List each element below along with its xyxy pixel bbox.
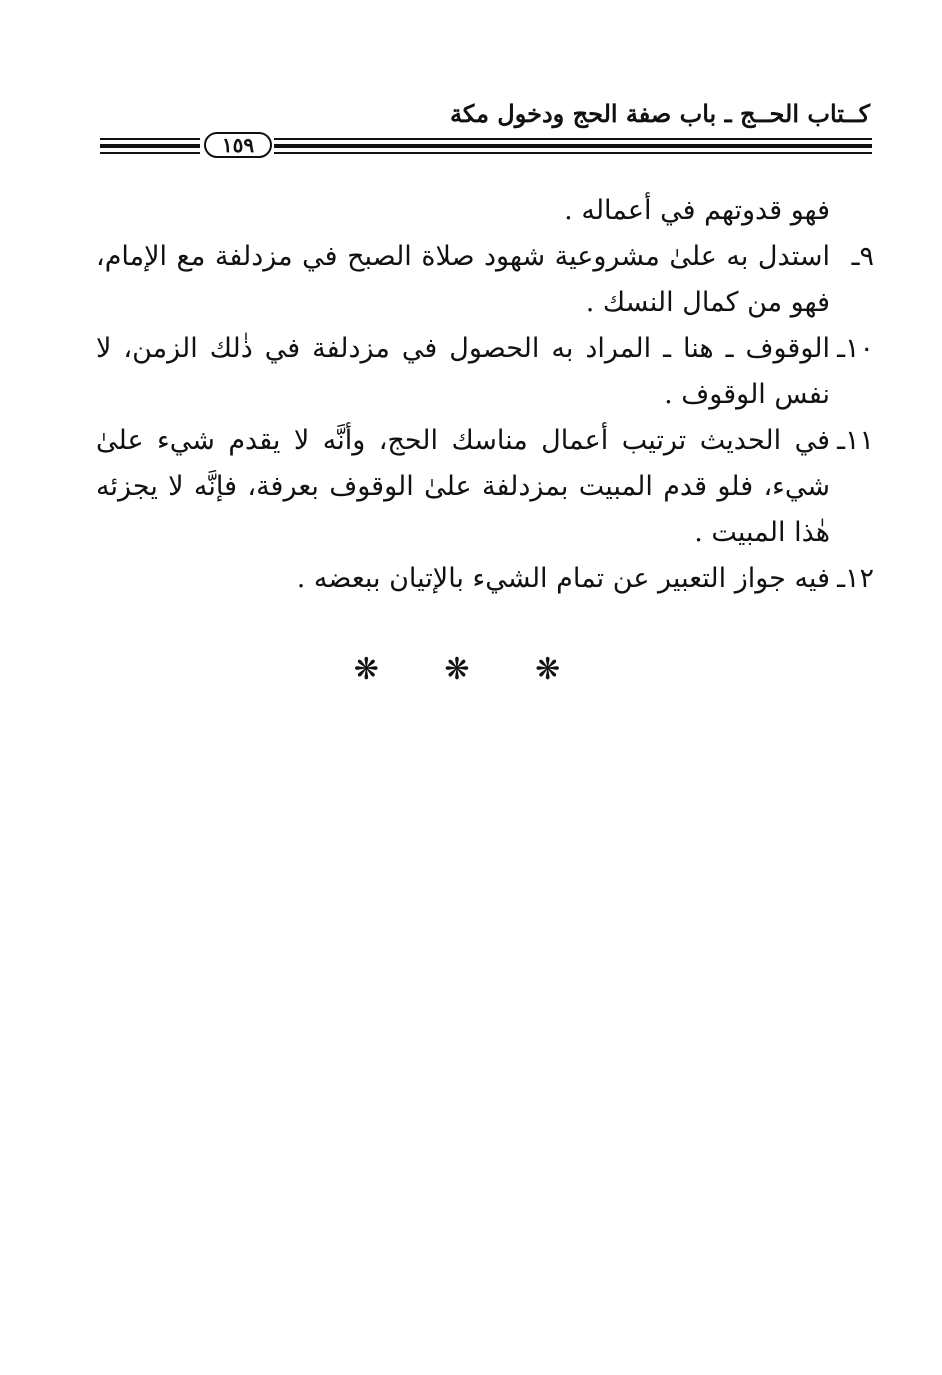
item-text: فيه جواز التعبير عن تمام الشيء بالإتيان ببعضه . bbox=[296, 563, 830, 594]
item-number: ٩ـ bbox=[851, 241, 874, 272]
item-text: في الحديث ترتيب أعمال مناسك الحج، وأنَّه لا يقدم شيء علىٰ شيء، فلو قدم المبيت بمزدلفة علىٰ الوقوف بعرفة، فإنَّه لا يجزئه هٰذا المبيت . bbox=[96, 425, 831, 548]
section-separator-stars: ❋ ❋ ❋ bbox=[353, 652, 589, 687]
rule-line bbox=[274, 152, 872, 154]
lead-paragraph: فهو قدوتهم في أعماله . bbox=[564, 195, 830, 226]
list-item bbox=[96, 556, 874, 602]
list-item bbox=[96, 418, 874, 556]
list-item bbox=[96, 234, 874, 326]
item-number: ١٠ـ bbox=[837, 333, 874, 364]
item-number: ١٢ـ bbox=[837, 563, 874, 594]
page-number: ١٥٩ bbox=[204, 132, 272, 158]
body-text bbox=[96, 188, 874, 602]
list-item bbox=[96, 326, 874, 418]
rule-line bbox=[100, 144, 200, 148]
rule-line bbox=[274, 144, 872, 148]
header-rule bbox=[100, 132, 872, 158]
rule-line bbox=[100, 138, 200, 140]
rule-line bbox=[100, 152, 200, 154]
running-header-title: كــتاب الحــج ـ باب صفة الحج ودخول مكة bbox=[449, 99, 870, 128]
item-text: الوقوف ـ هنا ـ المراد به الحصول في مزدلفة في ذٰلك الزمن، لا نفس الوقوف . bbox=[96, 333, 830, 410]
rule-line bbox=[274, 138, 872, 140]
item-number: ١١ـ bbox=[837, 425, 874, 456]
item-text: استدل به علىٰ مشروعية شهود صلاة الصبح في مزدلفة مع الإمام، فهو من كمال النسك . bbox=[96, 241, 830, 318]
